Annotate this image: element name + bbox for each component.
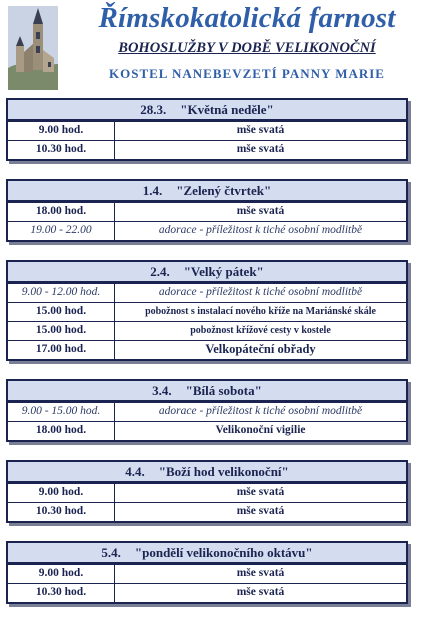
table-row: [8, 421, 406, 440]
day-block: [6, 379, 408, 442]
table-row: [8, 321, 406, 340]
event-cell: pobožnost s instalací nového kříže na Mariánské skále: [145, 306, 376, 317]
day-header: [8, 543, 406, 564]
day-name: "Zelený čtvrtek": [176, 183, 272, 198]
day-block: [6, 460, 408, 523]
event-cell: Velikonoční vigilie: [215, 424, 306, 436]
day-date: 5.4.: [101, 545, 121, 560]
table-row: [8, 583, 406, 602]
day-header: [8, 381, 406, 402]
time-cell: 18.00 hod.: [8, 422, 115, 440]
table-row: [8, 121, 406, 140]
event-cell: Velkopáteční obřady: [205, 342, 316, 356]
day-name: "pondělí velikonočního oktávu": [134, 545, 313, 560]
table-row: [8, 340, 406, 359]
event-cell: mše svatá: [236, 567, 285, 579]
table-row: [8, 140, 406, 159]
day-name: "Bílá sobota": [185, 383, 262, 398]
time-cell: 9.00 hod.: [8, 122, 115, 140]
page-header: [0, 0, 430, 96]
event-cell: mše svatá: [236, 586, 285, 598]
day-block: [6, 98, 408, 161]
schedule: [6, 98, 408, 622]
time-cell: 10.30 hod.: [8, 141, 115, 159]
day-date: 28.3.: [140, 102, 167, 117]
table-row: [8, 564, 406, 583]
day-name: "Květná neděle": [180, 102, 274, 117]
event-cell: adorace - příležitost k tiché osobní modlitbě: [158, 405, 363, 417]
table-row: [8, 302, 406, 321]
day-date: 3.4.: [152, 383, 172, 398]
day-header: [8, 262, 406, 283]
time-cell: 19.00 - 22.00: [8, 222, 115, 240]
time-cell: 18.00 hod.: [8, 203, 115, 221]
time-cell: 9.00 - 12.00 hod.: [8, 284, 115, 302]
time-cell: 15.00 hod.: [8, 303, 115, 321]
day-date: 2.4.: [150, 264, 170, 279]
day-name: "Boží hod velikonoční": [158, 464, 289, 479]
event-cell: mše svatá: [236, 205, 285, 217]
table-row: [8, 202, 406, 221]
event-cell: mše svatá: [236, 124, 285, 136]
day-block: [6, 260, 408, 361]
time-cell: 9.00 hod.: [8, 565, 115, 583]
table-row: [8, 221, 406, 240]
time-cell: 10.30 hod.: [8, 584, 115, 602]
event-cell: pobožnost křížové cesty v kostele: [190, 325, 331, 336]
day-date: 1.4.: [142, 183, 163, 198]
church-icon: [8, 6, 58, 90]
day-header: [8, 181, 406, 202]
event-cell: mše svatá: [236, 143, 285, 155]
time-cell: 17.00 hod.: [8, 341, 115, 359]
church-name: KOSTEL NANEBEVZETÍ PANNY MARIE: [109, 66, 385, 81]
day-date: 4.4.: [125, 464, 145, 479]
time-cell: 10.30 hod.: [8, 503, 115, 521]
table-row: [8, 402, 406, 421]
time-cell: 15.00 hod.: [8, 322, 115, 340]
time-cell: 9.00 - 15.00 hod.: [8, 403, 115, 421]
event-cell: mše svatá: [236, 505, 285, 517]
day-block: [6, 179, 408, 242]
day-name: "Velký pátek": [183, 264, 264, 279]
time-cell: 9.00 hod.: [8, 484, 115, 502]
day-block: [6, 541, 408, 604]
event-cell: adorace - příležitost k tiché osobní modlitbě: [158, 286, 363, 298]
services-subtitle: BOHOSLUŽBY V DOBĚ VELIKONOČNÍ: [118, 40, 376, 56]
table-row: [8, 483, 406, 502]
table-row: [8, 502, 406, 521]
event-cell: adorace - příležitost k tiché osobní modlitbě: [158, 224, 363, 236]
day-header: [8, 100, 406, 121]
event-cell: mše svatá: [236, 486, 285, 498]
parish-title: Římskokatolická farnost: [98, 2, 396, 34]
day-header: [8, 462, 406, 483]
table-row: [8, 283, 406, 302]
